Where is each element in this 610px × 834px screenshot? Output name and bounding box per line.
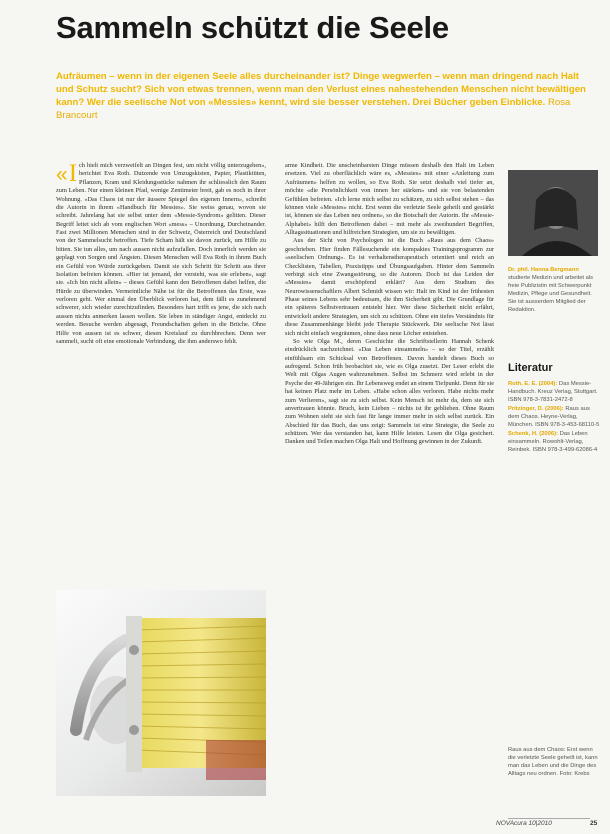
column1-paragraph (56, 162, 266, 346)
literature-heading: Literatur (508, 362, 553, 374)
page-number: 25 (590, 820, 598, 827)
literature-author: Schenk, H. (2006): (508, 431, 558, 437)
article-photo (56, 590, 266, 796)
file-binders-photo (56, 590, 266, 796)
literature-text: Raus aus dem Chaos. Heyne-Verlag, München. ISBN 978-3-453-68110-5 (508, 406, 600, 428)
literature-text: Das Messie-Handbuch. Kreuz Verlag, Stuttgart. ISBN 978-3-7831-2472-8 (508, 381, 598, 403)
literature-list (508, 380, 600, 455)
literature-author: Roth, E. E. (2004): (508, 381, 558, 387)
article-title: Sammeln schützt die Seele (56, 10, 449, 45)
literature-item (508, 405, 600, 429)
literature-item (508, 430, 600, 454)
text-column-2 (285, 162, 494, 812)
author-bio (508, 266, 600, 314)
lead-text: Aufräumen – wenn in der eigenen Seele alles durcheinander ist? Dinge wegwerfen – wenn man dringend nach Halt und Schutz sucht? Sich von etwas trennen, wenn man den Verlust eines nahestehenden Menschen nicht bewältigen kann? Wer die seelische Not von «Messies» kennt, wird sie besser verstehen. Drei Bücher geben Einblicke. (56, 71, 586, 108)
footer-publication: NOVAcura 10|2010 (496, 820, 552, 827)
column2-paragraph: arme Kindheit. Die unscheinbarsten Dinge müssen deshalb den Halt im Leben ersetzen. Viel zu oberflächlich wäre es, «Messies» mit einer «Anleitung zum Aufräumen» helfen zu wollen, so Eva Roth. Sie setzt deshalb viel tiefer an, möchte «die Persönlichkeit von innen her stärken» und sie von belastenden Gefühlen befreien. «Ich lerne mich selbst zu schätzen, zu sich selbst stehen – das können viele «Messies» nicht. Erst wenn die verletzte Seele geheilt und gestärkt ist, können sie das Leben neu ordnen», so die Botschaft der Autorin. Ihr «Messie-Alphabet» hilft den Betroffenen dabei – mit mehr als zweihundert Begriffen, Alltagssituationen und hilfreichen Strategien, um sie zu bewältigen. (285, 162, 494, 236)
author-bio-text: studierte Medizin und arbeitet als freie Publizistin mit Schwerpunkt Medizin, Pflege und Gesundheit. Sie ist ausserdem Mitglied der Redaktion. (508, 275, 594, 313)
drop-cap: I (68, 162, 78, 187)
literature-item (508, 380, 600, 404)
footer-divider (508, 818, 590, 819)
author-photo (508, 170, 598, 256)
lead-author: Rosa Brancourt (56, 97, 571, 121)
author-portrait (508, 170, 598, 256)
lead-paragraph (56, 70, 596, 122)
photo-caption: Raus aus dem Chaos: Erst wenn die verletzte Seele geheilt ist, kann man das Leben und die Dinge des Alltags neu ordnen. Foto: Krebs (508, 747, 598, 777)
text-column-1 (56, 162, 266, 584)
column1-text: ch hielt mich verzweifelt an Dingen fest, um nicht völlig unterzugehen», berichtet Eva Roth. Dutzende von Umzugskisten, Papier, Plastiktüten, Pflanzen, Kram und Kleidungsstücke nahmen ihr schliesslich den Raum zum Leben. Nur einen kleinen Pfad, wenige Zentimeter breit, gab es noch in ihrer Wohnung. «Das Chaos ist nur der äussere Spiegel des eigenen Innern», schreibt die Autorin in ihrem «Handbuch für Messies». Sie weiss genau, wovon sie schreibt. Jahrelang hat sie selbst unter dem «Messie-Syndrom» gelitten. Dieser Begriff leitet sich ab vom englischen Wort «mess» – Unordnung, Durcheinander. Fast zwei Millionen Menschen sind in der Schweiz, Österreich und Deutschland von der Sammelsucht betroffen. Tiefe Scham hält sie davon zurück, um Hilfe zu bitten. Sie tun alles, um nach aussen nicht aufzufallen. Doch innerlich werden sie geplagt von Sorgen und Ängsten. Diesen Menschen will Eva Roth in ihrem Buch ein Gefühl von Würde zurückgeben. Damit sie sich Schritt für Schritt aus ihrer Isolation befreien können. «Hier ist jemand, der versteht, was sie erleben», sagt sie. «Ich bin nicht allein» – dieses Gefühl kann den Betroffenen dabei helfen, die Hürde zu überwinden. Vermeintliche Nähe ist für die Betroffenen das Erste, was verloren geht. Wer einmal den Überblick verloren hat, dem fällt es zunehmend schwerer, sich wieder zurechtzufinden. Besonders hart trifft es jene, die sich nach aussen nichts anmerken lassen wollen. Sie leben in ständiger Angst, entdeckt zu werden. Besuche werden abgesagt, Freundschaften gehen in die Brüche. Ohne Hilfe von aussen ist es schwer, diesen Kreislauf zu durchbrechen. Denn wer sammelt, sucht oft eine emotionale Verbindung, die ihm anderswo fehlt. (56, 162, 266, 345)
column2-paragraph: Aus der Sicht von Psychologen ist die Buch «Raus aus dem Chaos» geschrieben. Hier finden Fällesuchende ein kompaktes Trainingsprogramm zur «seelischen Ordnung». Es ist verhaltenstherapeutisch orientiert und reich an Checklisten, Tabellen, Praxistipps und Übungsaufgaben. Hinter dem Sammeln verbirgt sich eine Zwangsstörung, so die Autoren. Doch ist das Leiden der «Messies» damit erschöpfend erklärt? Aus dem Studium des Neurowissenschaftlers Albert Schmidt wissen wir: Halt im Kind ist der frühesten Phase seines Lebens sehr bedeutsam, die ihm Sicherheit gibt. Die Grundlage für ein späteres Selbstvertrauen entsteht hier. Wer diese Sicherheit nicht erfährt, entwickelt andere Strategien, um sich zu schützen. Ohne ein tiefes Verständnis für diese Zusammenhänge bleibt jede Therapie Stückwerk. Die seelische Not lässt sich nicht einfach wegräumen, ohne dass neue Löcher entstehen. (285, 237, 494, 337)
literature-author: Pritzinger, D. (2006): (508, 406, 564, 412)
open-quote-icon: « (56, 163, 68, 186)
column2-paragraph: So wie Olga M., deren Geschichte die Schriftstellerin Hannah Schenk eindrücklich nachzeichnet. «Das Leben einsammeln» – so der Titel, erzählt einfühlsam ein Schicksal von Betroffenen. Davon handelt dieses Buch so aufregend. Schon früh beobachtet sie, wie es Olga zusetzt. Der Leser erlebt die Welt mit Olgas Augen wahrzunehmen. Selbst im Schmerz wird erlebt in der Psyche der 49-Jährigen ein. Ihr Lebensweg endet an einem Tiefpunkt. Denn für sie hat keinen Platz mehr im Leben. «Habe schon alles verloren. Habe nichts mehr zum Verlieren», sagt sie zu sich selbst. Kein Mensch ist mehr da, dem sie sich anvertrauen könnte. Bruch, kein Lieben – nichts ist ihr geblieben. Ohne Raum zum Wohnen sieht sie sich fast für lange immer mehr in sich selbst zurück. Ein Abschied für das Buch, das uns zeigt: Sammeln ist eine Strategie, die Seele zu schützen. Wer das verstanden hat, kann Hilfe leisten. Lesen die Olga gesichert. Danken und Teilen machen Olga Halt und Hoffnung gewinnen in der Zukunft. (285, 337, 494, 446)
literature-text: Das Leben einsammeln. Rowohlt-Verlag, Reinbek. ISBN 978-3-499-62086-4 (508, 431, 598, 453)
author-name: Dr. phil. Hanna Bergmann (508, 267, 579, 273)
